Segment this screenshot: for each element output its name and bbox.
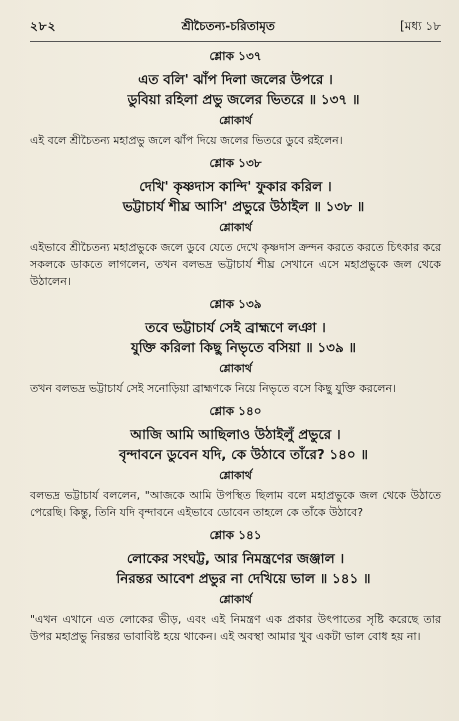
verse-block (30, 403, 441, 465)
verse-line: ভট্টাচার্য শীঘ্র আসি' প্রভুরে উঠাইল ॥ ১৩৮ ॥ (122, 199, 365, 215)
translation-text: তখন বলভদ্র ভট্টাচার্য সেই সনোড়িয়া ব্রাহ্মণকে নিয়ে নিভৃতে বসে কিছু যুক্তি করলেন। (30, 382, 396, 395)
verse-line: নিরন্তর আবেশ প্রভুর না দেখিয়ে ভাল ॥ ১৪১ ॥ (116, 571, 371, 587)
translation-text: বলভদ্র ভট্টাচার্য বললেন, "আজকে আমি উপস্থিত ছিলাম বলে মহাপ্রভুকে জল থেকে উঠাতে পেরেছি। কিন্তু, তিনি যদি বৃন্দাবনে এইভাবে ডোবেন তাহলে কে তাঁকে উঠাবে? (30, 489, 441, 519)
running-header (30, 0, 441, 42)
translation-text: এই বলে শ্রীচৈতন্য মহাপ্রভু জলে ঝাঁপ দিয়ে জলের ভিতরে ডুবে রইলেন। (30, 134, 343, 147)
verse-heading: শ্লোক ১৪০ (209, 404, 262, 418)
translation-heading: শ্লোকার্থ (219, 362, 252, 375)
section-label: [মধ্য ১৮ (400, 19, 441, 33)
verse-line: আজি আমি আছিলাও উঠাইলুঁ প্রভুরে । (130, 427, 341, 443)
verse-heading: শ্লোক ১৪১ (209, 528, 262, 542)
verse-heading: শ্লোক ১৩৯ (209, 297, 262, 311)
verse-line: দেখি' কৃষ্ণদাস কান্দি' ফুকার করিল । (139, 179, 332, 195)
translation-text: "এখন এখানে এত লোকের ভীড়, এবং এই নিমন্ত্রণ এক প্রকার উৎপাতের সৃষ্টি করেছে তার উপর মহাপ্রভু নিরন্তর ভাবাবিষ্ট হয়ে থাকেন। এই অবস্থা আমার খুব একটা ভাল বোধ হয় না। (30, 613, 441, 643)
verse-block (30, 48, 441, 110)
verse-line: লোকের সংঘট্ট, আর নিমন্ত্রণের জঞ্জাল । (126, 551, 345, 567)
verse-heading: শ্লোক ১৩৮ (209, 156, 262, 170)
verse-heading: শ্লোক ১৩৭ (209, 49, 262, 63)
translation-heading: শ্লোকার্থ (219, 221, 252, 234)
verse-line: এত বলি' ঝাঁপ দিলা জলের উপরে । (138, 72, 333, 88)
verse-line: ডুবিয়া রহিলা প্রভু জলের ভিতরে ॥ ১৩৭ ॥ (127, 92, 360, 108)
verse-line: বৃন্দাবনে ডুবেন যদি, কে উঠাবে তাঁরে? ১৪০ ॥ (118, 447, 369, 463)
verse-line: যুক্তি করিলা কিছু নিভৃতে বসিয়া ॥ ১৩৯ ॥ (130, 340, 357, 356)
book-title: শ্রীচৈতন্য-চরিতামৃত (181, 19, 275, 33)
verse-block (30, 296, 441, 358)
verse-block (30, 527, 441, 589)
verse-line: তবে ভট্টাচার্য সেই ব্রাহ্মণে লঞা । (145, 320, 326, 336)
verse-block (30, 155, 441, 217)
translation-text: এইভাবে শ্রীচৈতন্য মহাপ্রভুকে জলে ডুবে যেতে দেখে কৃষ্ণদাস ক্রন্দন করতে করতে চিৎকার করে সকলকে ডাকতে লাগলেন, তখন বলভদ্র ভট্টাচার্য শীঘ্র সেখানে এসে মহাপ্রভুকে জল থেকে উঠালেন। (30, 241, 441, 288)
translation-heading: শ্লোকার্থ (219, 593, 252, 606)
translation-heading: শ্লোকার্থ (219, 469, 252, 482)
page-number: ২৮২ (30, 19, 57, 33)
translation-heading: শ্লোকার্থ (219, 114, 252, 127)
